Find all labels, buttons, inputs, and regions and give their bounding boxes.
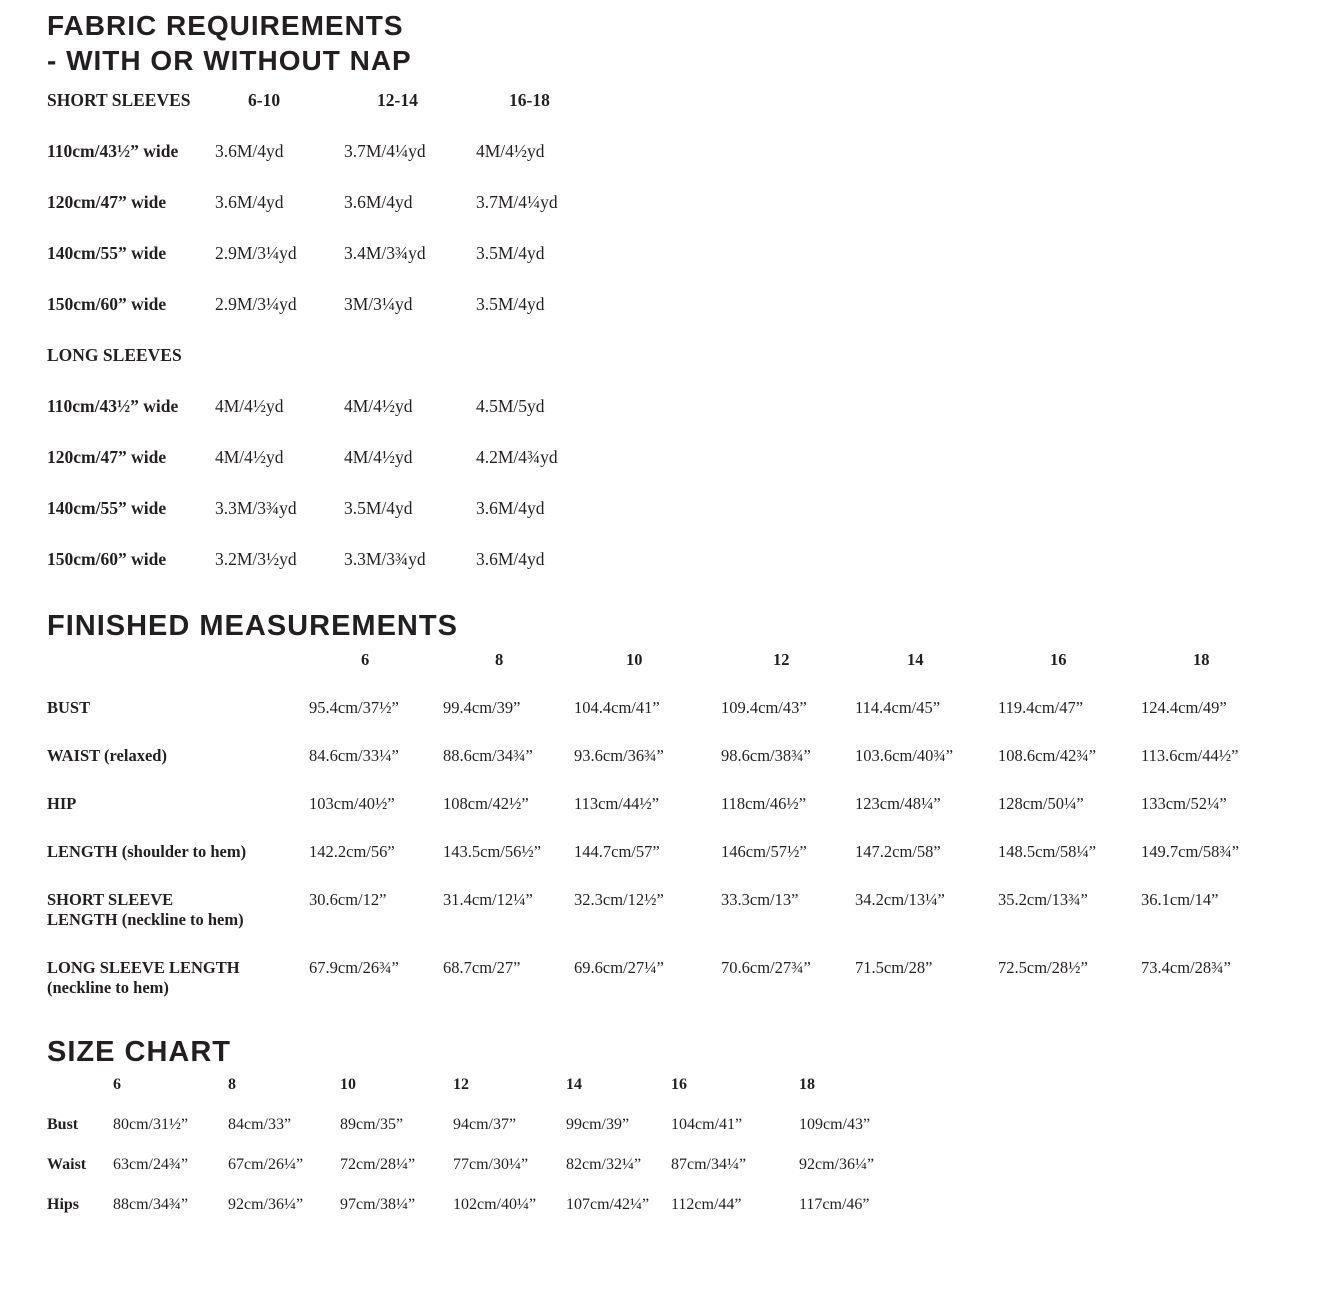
cell: 3.2M/3½yd [215,549,297,569]
table-row [47,698,1294,718]
row-label-line1: WAIST (relaxed) [47,746,167,765]
row-label [47,890,309,930]
table-row [47,142,1294,160]
row-label: 150cm/60” wide [47,294,167,314]
size-header-16: 16 [1050,650,1067,669]
cell: 3.7M/4¼yd [344,141,426,161]
table-row [47,193,1294,211]
size-header-6: 6 [113,1076,121,1093]
cell: 104.4cm/41” [574,698,660,717]
cell: 72cm/28¼” [340,1156,416,1173]
finished-measurements-table [47,650,1294,998]
cell: 113cm/44½” [574,794,660,813]
cell: 128cm/50¼” [998,794,1084,813]
cell: 4M/4½yd [215,447,284,467]
table-header-row [47,1076,1294,1094]
cell: 3M/3¼yd [344,294,413,314]
row-label [47,698,309,718]
row-label: Waist [47,1156,87,1173]
cell: 103cm/40½” [309,794,395,813]
cell: 31.4cm/12¼” [443,890,533,909]
row-label: Bust [47,1116,79,1133]
row-label [47,794,309,814]
table-header-row [47,91,1294,109]
row-label [47,958,309,998]
long-sleeves-header: LONG SLEEVES [47,345,182,365]
size-header-18: 18 [1193,650,1210,669]
cell: 99cm/39” [566,1116,630,1133]
table-row [47,1156,1294,1174]
row-label: 140cm/55” wide [47,498,167,518]
row-label [47,746,309,766]
cell: 3.6M/4yd [476,549,545,569]
cell: 32.3cm/12½” [574,890,664,909]
size-header-8: 8 [228,1076,236,1093]
cell: 3.6M/4yd [476,498,545,518]
fabric-requirements-title [47,8,1294,78]
table-row [47,550,1294,568]
row-label-line1: SHORT SLEEVE [47,890,174,909]
cell: 103.6cm/40¾” [855,746,954,765]
cell: 88cm/34¾” [113,1196,189,1213]
table-row [47,746,1294,766]
row-label: 140cm/55” wide [47,243,167,263]
table-row [47,842,1294,862]
cell: 142.2cm/56” [309,842,395,861]
cell: 114.4cm/45” [855,698,941,717]
size-header-12: 12 [453,1076,469,1093]
cell: 92cm/36¼” [799,1156,875,1173]
table-row [47,890,1294,930]
cell: 88.6cm/34¾” [443,746,533,765]
cell: 107cm/42¼” [566,1196,650,1213]
cell: 104cm/41” [671,1116,743,1133]
cell: 124.4cm/49” [1141,698,1227,717]
size-header-10: 10 [340,1076,356,1093]
cell: 4M/4½yd [476,141,545,161]
cell: 2.9M/3¼yd [215,294,297,314]
cell: 95.4cm/37½” [309,698,399,717]
table-row [47,958,1294,998]
row-label-line1: LENGTH (shoulder to hem) [47,842,247,861]
cell: 97cm/38¼” [340,1196,416,1213]
title-line2: - WITH OR WITHOUT NAP [47,45,412,76]
cell: 3.3M/3¾yd [215,498,297,518]
table-header-row [47,650,1294,670]
cell: 4M/4½yd [344,396,413,416]
cell: 3.6M/4yd [344,192,413,212]
row-label [47,842,309,862]
cell: 72.5cm/28½” [998,958,1088,977]
row-label-line2: (neckline to hem) [47,978,169,997]
cell: 4.5M/5yd [476,396,545,416]
cell: 98.6cm/38¾” [721,746,811,765]
cell: 3.5M/4yd [476,243,545,263]
cell: 4M/4½yd [344,447,413,467]
col-header-12-14: 12-14 [377,90,418,110]
cell: 99.4cm/39” [443,698,521,717]
size-header-14: 14 [907,650,924,669]
cell: 148.5cm/58¼” [998,842,1097,861]
size-header-18: 18 [799,1076,815,1093]
table-row [47,295,1294,313]
table-row [47,397,1294,415]
row-label: 110cm/43½” wide [47,396,179,416]
table-row [47,1116,1294,1134]
cell: 133cm/52¼” [1141,794,1227,813]
short-sleeves-header: SHORT SLEEVES [47,90,191,110]
cell: 3.7M/4¼yd [476,192,558,212]
size-chart-title: SIZE CHART [47,1036,231,1068]
title-line1: FABRIC REQUIREMENTS [47,10,404,41]
cell: 3.6M/4yd [215,192,284,212]
cell: 112cm/44” [671,1196,742,1213]
cell: 123cm/48¼” [855,794,941,813]
table-row [47,1196,1294,1214]
cell: 87cm/34¼” [671,1156,747,1173]
cell: 144.7cm/57” [574,842,660,861]
cell: 94cm/37” [453,1116,517,1133]
cell: 102cm/40¼” [453,1196,537,1213]
cell: 119.4cm/47” [998,698,1084,717]
cell: 82cm/32¼” [566,1156,642,1173]
row-label-line1: HIP [47,794,77,813]
row-label: 120cm/47” wide [47,192,167,212]
row-label: 120cm/47” wide [47,447,167,467]
cell: 3.6M/4yd [215,141,284,161]
cell: 3.4M/3¾yd [344,243,426,263]
cell: 36.1cm/14” [1141,890,1219,909]
size-header-14: 14 [566,1076,582,1093]
cell: 67cm/26¼” [228,1156,304,1173]
cell: 3.5M/4yd [344,498,413,518]
cell: 35.2cm/13¾” [998,890,1088,909]
cell: 70.6cm/27¾” [721,958,811,977]
table-row [47,244,1294,262]
table-row [47,448,1294,466]
cell: 147.2cm/58” [855,842,941,861]
cell: 3.5M/4yd [476,294,545,314]
cell: 71.5cm/28” [855,958,933,977]
size-header-8: 8 [495,650,504,669]
cell: 73.4cm/28¾” [1141,958,1231,977]
cell: 3.3M/3¾yd [344,549,426,569]
row-label: 110cm/43½” wide [47,141,179,161]
cell: 89cm/35” [340,1116,404,1133]
cell: 92cm/36¼” [228,1196,304,1213]
finished-measurements-title: FINISHED MEASUREMENTS [47,610,458,642]
table-row [47,794,1294,814]
cell: 108.6cm/42¾” [998,746,1097,765]
row-label: 150cm/60” wide [47,549,167,569]
cell: 80cm/31½” [113,1116,189,1133]
cell: 34.2cm/13¼” [855,890,945,909]
row-label: Hips [47,1196,80,1213]
cell: 146cm/57½” [721,842,807,861]
row-label-line1: BUST [47,698,91,717]
cell: 77cm/30¼” [453,1156,529,1173]
cell: 143.5cm/56½” [443,842,542,861]
cell: 2.9M/3¼yd [215,243,297,263]
row-label-line2: LENGTH (neckline to hem) [47,910,244,929]
col-header-6-10: 6-10 [248,90,281,110]
cell: 33.3cm/13” [721,890,799,909]
cell: 149.7cm/58¾” [1141,842,1240,861]
cell: 69.6cm/27¼” [574,958,664,977]
cell: 84cm/33” [228,1116,292,1133]
size-header-16: 16 [671,1076,687,1093]
cell: 67.9cm/26¾” [309,958,399,977]
size-chart-table [47,1076,1294,1214]
cell: 4M/4½yd [215,396,284,416]
cell: 30.6cm/12” [309,890,387,909]
size-header-10: 10 [626,650,643,669]
size-header-6: 6 [361,650,370,669]
cell: 68.7cm/27” [443,958,521,977]
row-label-line1: LONG SLEEVE LENGTH [47,958,240,977]
cell: 118cm/46½” [721,794,807,813]
long-sleeves-table [47,397,1294,568]
cell: 108cm/42½” [443,794,529,813]
cell: 63cm/24¾” [113,1156,189,1173]
col-header-16-18: 16-18 [509,90,550,110]
short-sleeves-table [47,91,1294,313]
cell: 93.6cm/36¾” [574,746,664,765]
cell: 109cm/43” [799,1116,871,1133]
cell: 117cm/46” [799,1196,870,1213]
cell: 113.6cm/44½” [1141,746,1239,765]
cell: 4.2M/4¾yd [476,447,558,467]
cell: 109.4cm/43” [721,698,807,717]
cell: 84.6cm/33¼” [309,746,399,765]
size-header-12: 12 [773,650,790,669]
table-row [47,499,1294,517]
